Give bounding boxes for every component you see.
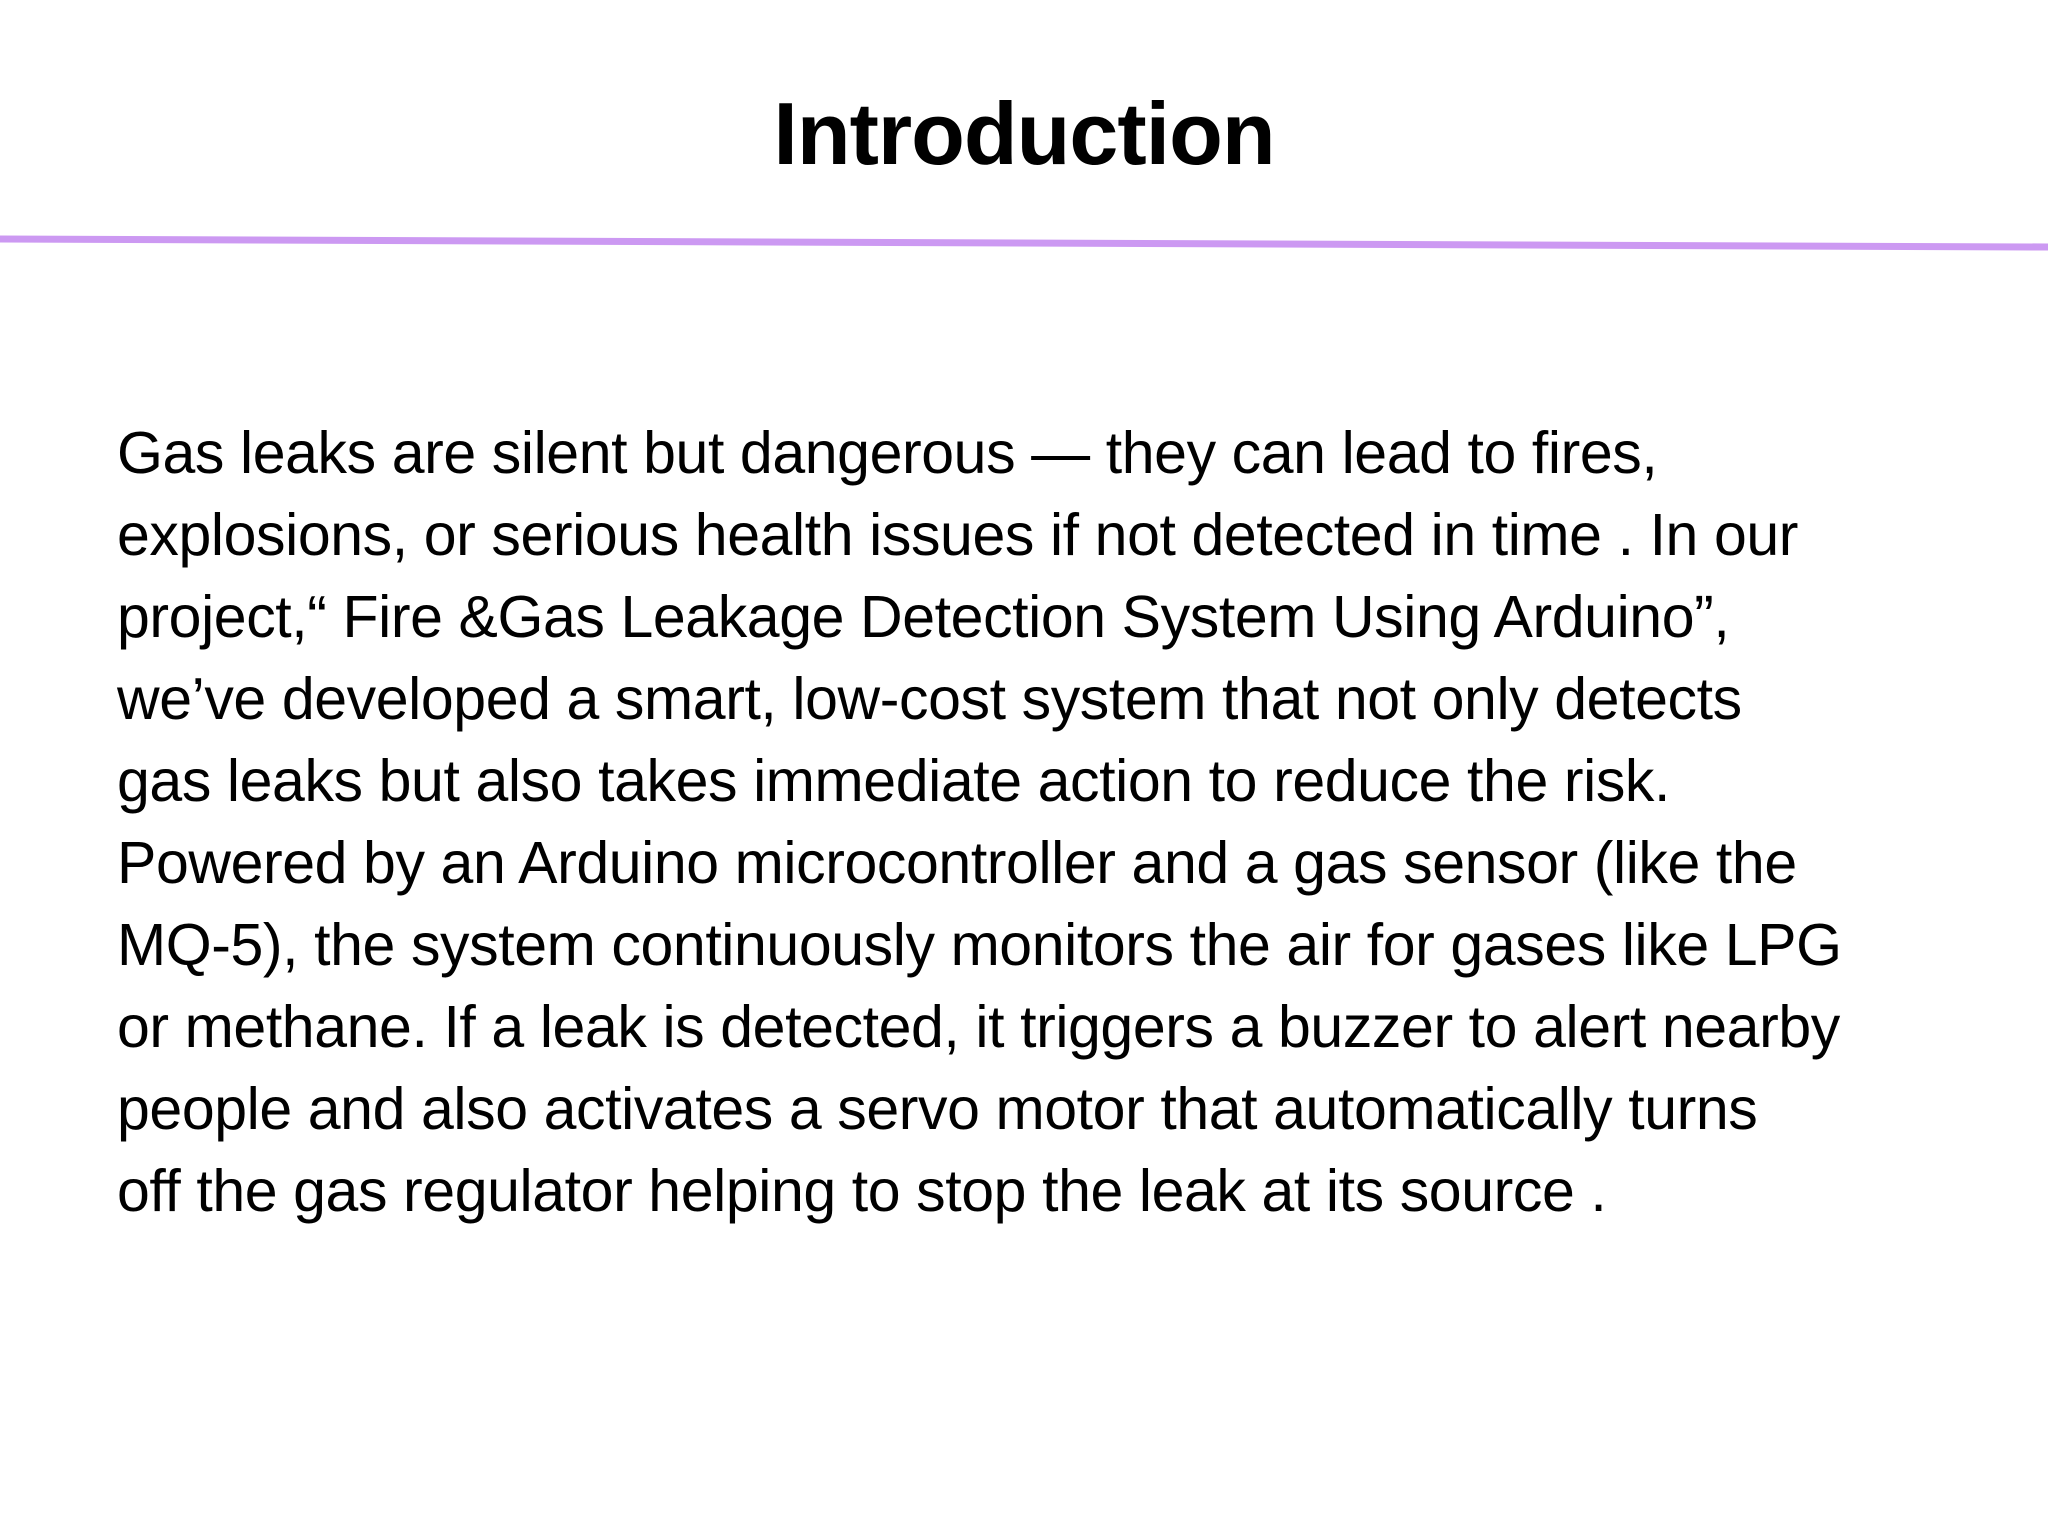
slide-title: Introduction: [773, 84, 1275, 183]
paragraph-line: we’ve developed a smart, low-cost system that not only detects: [117, 666, 1742, 732]
intro-paragraph: [117, 412, 1997, 1232]
paragraph-line: people and also activates a servo motor that automatically turns: [117, 1076, 1758, 1142]
paragraph-line: explosions, or serious health issues if not detected in time . In our: [117, 502, 1799, 568]
paragraph-line: Powered by an Arduino microcontroller and a gas sensor (like the: [117, 830, 1797, 896]
paragraph-line: gas leaks but also takes immediate action to reduce the risk.: [117, 748, 1671, 814]
paragraph-line: or methane. If a leak is detected, it triggers a buzzer to alert nearby: [117, 994, 1840, 1060]
paragraph-line: project,“ Fire &Gas Leakage Detection System Using Arduino”,: [117, 584, 1730, 650]
paragraph-line: MQ-5), the system continuously monitors the air for gases like LPG: [117, 912, 1842, 978]
title-divider-line: [0, 233, 2048, 253]
paragraph-line: off the gas regulator helping to stop the leak at its source .: [117, 1158, 1607, 1224]
paragraph-line: Gas leaks are silent but dangerous — they can lead to fires,: [117, 420, 1658, 486]
